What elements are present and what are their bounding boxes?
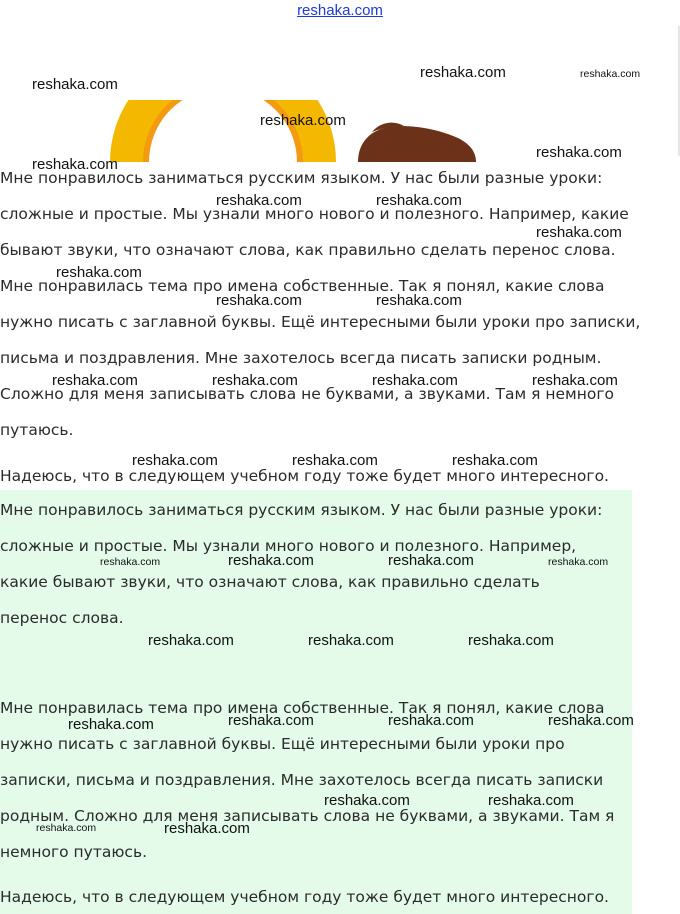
answer-line: нужно писать с заглавной буквы. Ещё интересными были уроки про [0, 735, 565, 753]
answer-line: какие бывают звуки, что означают слова, как правильно сделать [0, 573, 540, 591]
answer-line: Мне понравилась тема про имена собственные. Так я понял, какие слова [0, 699, 605, 717]
watermark: reshaka.com [36, 822, 97, 834]
watermark: reshaka.com [536, 224, 622, 241]
watermark: reshaka.com [52, 372, 138, 389]
watermark: reshaka.com [376, 292, 462, 309]
watermark: reshaka.com [548, 556, 609, 568]
watermark: reshaka.com [68, 716, 154, 733]
text-line: сложные и простые. Мы узнали много нового и полезного. Например, какие [0, 205, 629, 223]
watermark: reshaka.com [132, 452, 218, 469]
watermark: reshaka.com [376, 192, 462, 209]
watermark: reshaka.com [452, 452, 538, 469]
watermark: reshaka.com [468, 632, 554, 649]
watermark: reshaka.com [488, 792, 574, 809]
watermark: reshaka.com [324, 792, 410, 809]
site-link[interactable]: reshaka.com [297, 2, 383, 19]
watermark: reshaka.com [308, 632, 394, 649]
watermark: reshaka.com [164, 820, 250, 837]
hair-icon [358, 123, 476, 162]
answer-line: Мне понравилось заниматься русским языком. У нас были разные уроки: [0, 501, 603, 519]
text-line: письма и поздравления. Мне захотелось всегда писать записки родным. [0, 349, 602, 367]
text-line: бывают звуки, что означают слова, как правильно сделать перенос слова. [0, 241, 616, 259]
answer-line: Надеюсь, что в следующем учебном году тоже будет много интересного. [0, 888, 609, 906]
text-line: нужно писать с заглавной буквы. Ещё интересными были уроки про записки, [0, 313, 641, 331]
answer-line: немного путаюсь. [0, 843, 148, 861]
watermark: reshaka.com [56, 264, 142, 281]
answer-line: перенос слова. [0, 609, 124, 627]
sun-arc-icon [128, 100, 318, 162]
watermark: reshaka.com [420, 64, 506, 81]
watermark: reshaka.com [260, 112, 346, 129]
text-line: Мне понравилось заниматься русским языком. У нас были разные уроки: [0, 169, 603, 187]
watermark: reshaka.com [148, 632, 234, 649]
watermark: reshaka.com [292, 452, 378, 469]
text-line: путаюсь. [0, 421, 74, 439]
watermark: reshaka.com [228, 712, 314, 729]
watermark: reshaka.com [228, 552, 314, 569]
text-line: Мне понравилась тема про имена собственные. Так я понял, какие слова [0, 277, 605, 295]
answer-line: сложные и простые. Мы узнали много нового и полезного. Например, [0, 537, 577, 555]
watermark: reshaka.com [212, 372, 298, 389]
answer-line: родным. Сложно для меня записывать слова не буквами, а звуками. Там я [0, 807, 615, 825]
watermark: reshaka.com [580, 68, 641, 80]
watermark: reshaka.com [372, 372, 458, 389]
watermark: reshaka.com [216, 292, 302, 309]
watermark: reshaka.com [548, 712, 634, 729]
text-line: Сложно для меня записывать слова не буквами, а звуками. Там я немного [0, 385, 614, 403]
text-line: Надеюсь, что в следующем учебном году тоже будет много интересного. [0, 467, 609, 485]
watermark: reshaka.com [536, 144, 622, 161]
watermark: reshaka.com [32, 76, 118, 93]
watermark: reshaka.com [388, 712, 474, 729]
watermark: reshaka.com [216, 192, 302, 209]
watermark: reshaka.com [100, 556, 161, 568]
watermark: reshaka.com [32, 156, 118, 173]
watermark: reshaka.com [532, 372, 618, 389]
answer-line: записки, письма и поздравления. Мне захотелось всегда писать записки [0, 771, 604, 789]
watermark: reshaka.com [388, 552, 474, 569]
